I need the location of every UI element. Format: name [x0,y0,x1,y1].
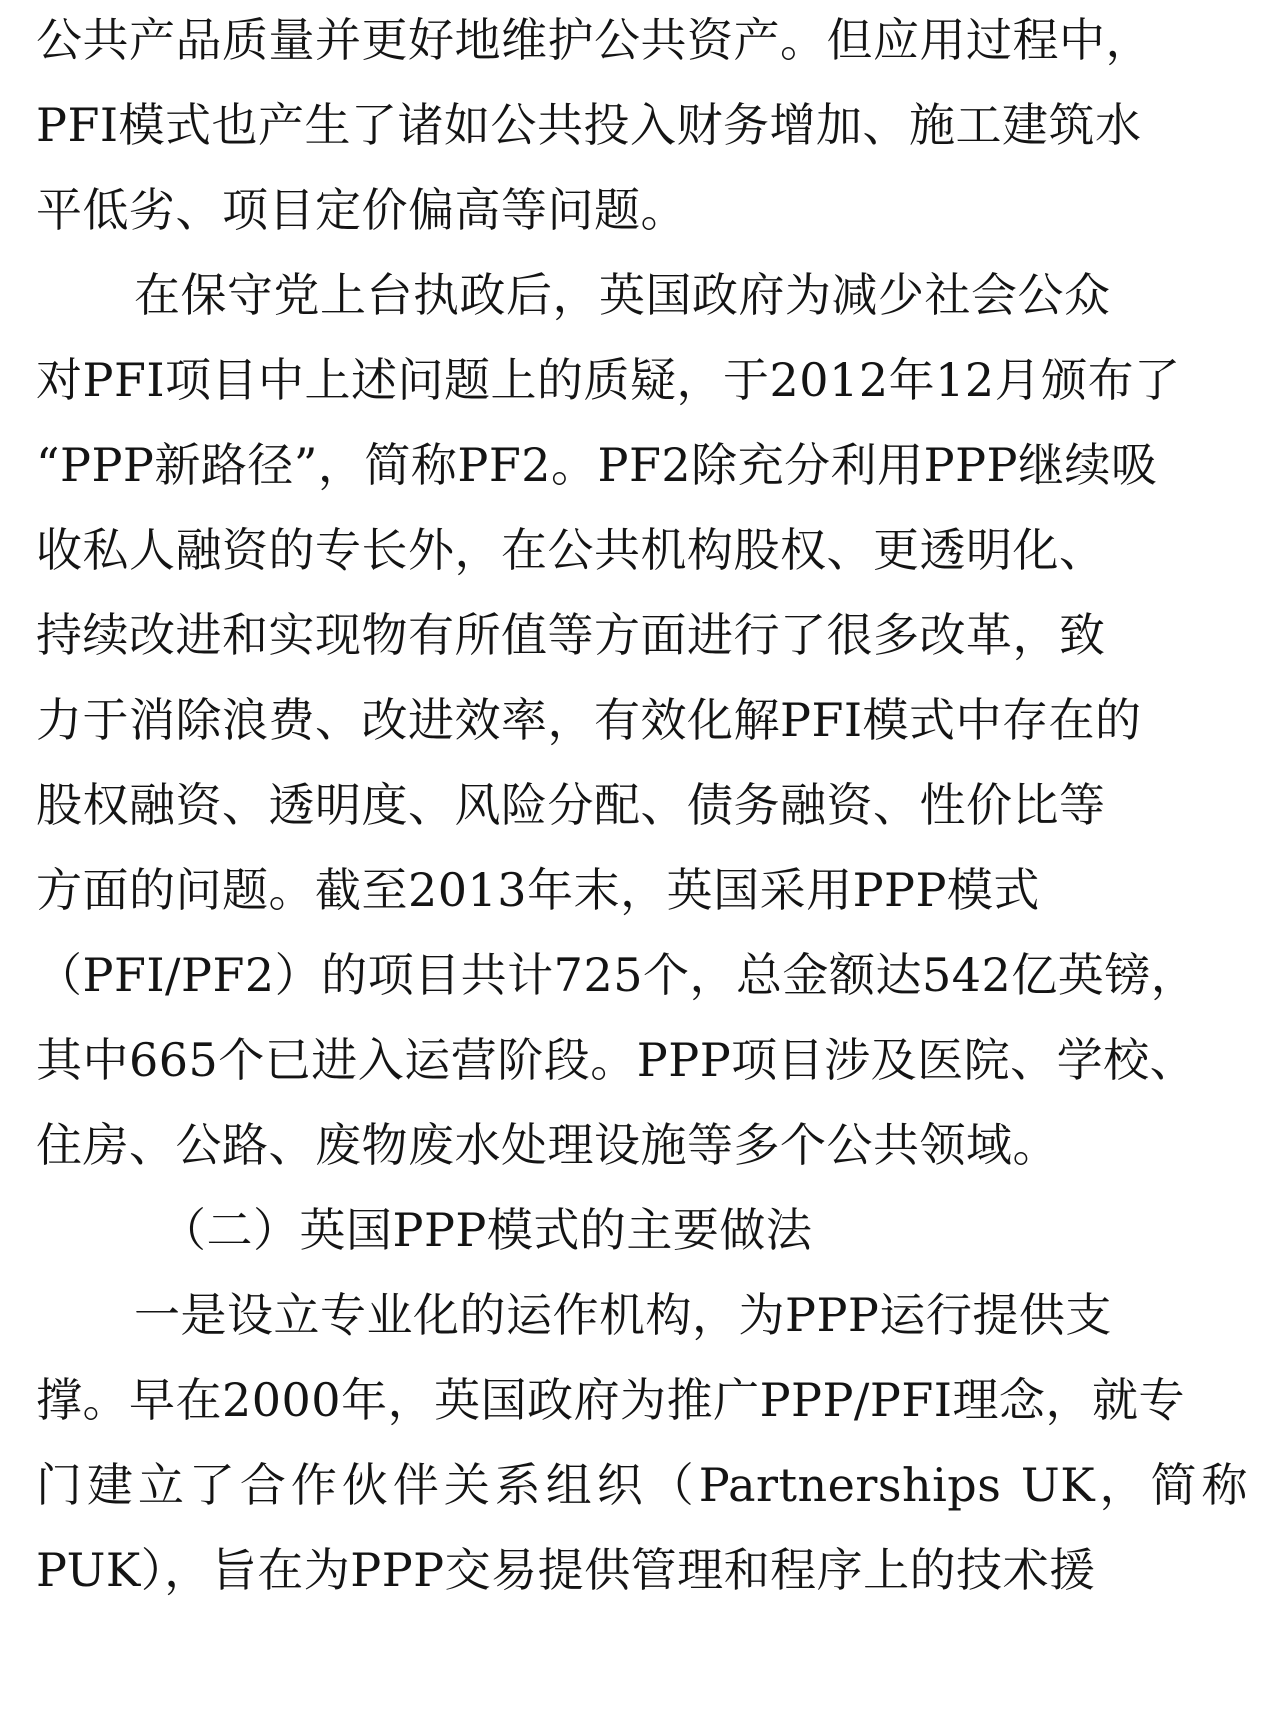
text-line: PFI模式也产生了诸如公共投入财务增加、施工建筑水 [36,98,1142,152]
text-line: 门建立了合作伙伴关系组织（Partnerships UK，简称 [36,1458,1248,1512]
paragraph-first-line: 一是设立专业化的运作机构，为PPP运行提供支 [134,1288,1112,1342]
text-line: PUK），旨在为PPP交易提供管理和程序上的技术援 [36,1543,1096,1597]
text-line: 股权融资、透明度、风险分配、债务融资、性价比等 [36,778,1106,832]
text-line: 公共产品质量并更好地维护公共资产。但应用过程中， [36,13,1152,67]
text-line: （PFI/PF2）的项目共计725个，总金额达542亿英镑， [36,948,1198,1002]
text-line: 对PFI项目中上述问题上的质疑，于2012年12月颁布了 [36,353,1181,407]
text-line: 方面的问题。截至2013年末，英国采用PPP模式 [36,863,1040,917]
paragraph-first-line: 在保守党上台执政后，英国政府为减少社会公众 [134,268,1111,322]
text-line: 住房、公路、废物废水处理设施等多个公共领域。 [36,1118,1059,1172]
text-line: 平低劣、项目定价偏高等问题。 [36,183,687,237]
text-line: 撑。早在2000年，英国政府为推广PPP/PFI理念，就专 [36,1373,1185,1427]
text-line: 其中665个已进入运营阶段。PPP项目涉及医院、学校、 [36,1033,1197,1087]
section-heading: （二）英国PPP模式的主要做法 [160,1203,813,1257]
text-line: 收私人融资的专长外，在公共机构股权、更透明化、 [36,523,1106,577]
text-line: 持续改进和实现物有所值等方面进行了很多改革，致 [36,608,1106,662]
text-line: 力于消除浪费、改进效率，有效化解PFI模式中存在的 [36,693,1142,747]
text-line: “PPP新路径”，简称PF2。PF2除充分利用PPP继续吸 [36,438,1158,492]
